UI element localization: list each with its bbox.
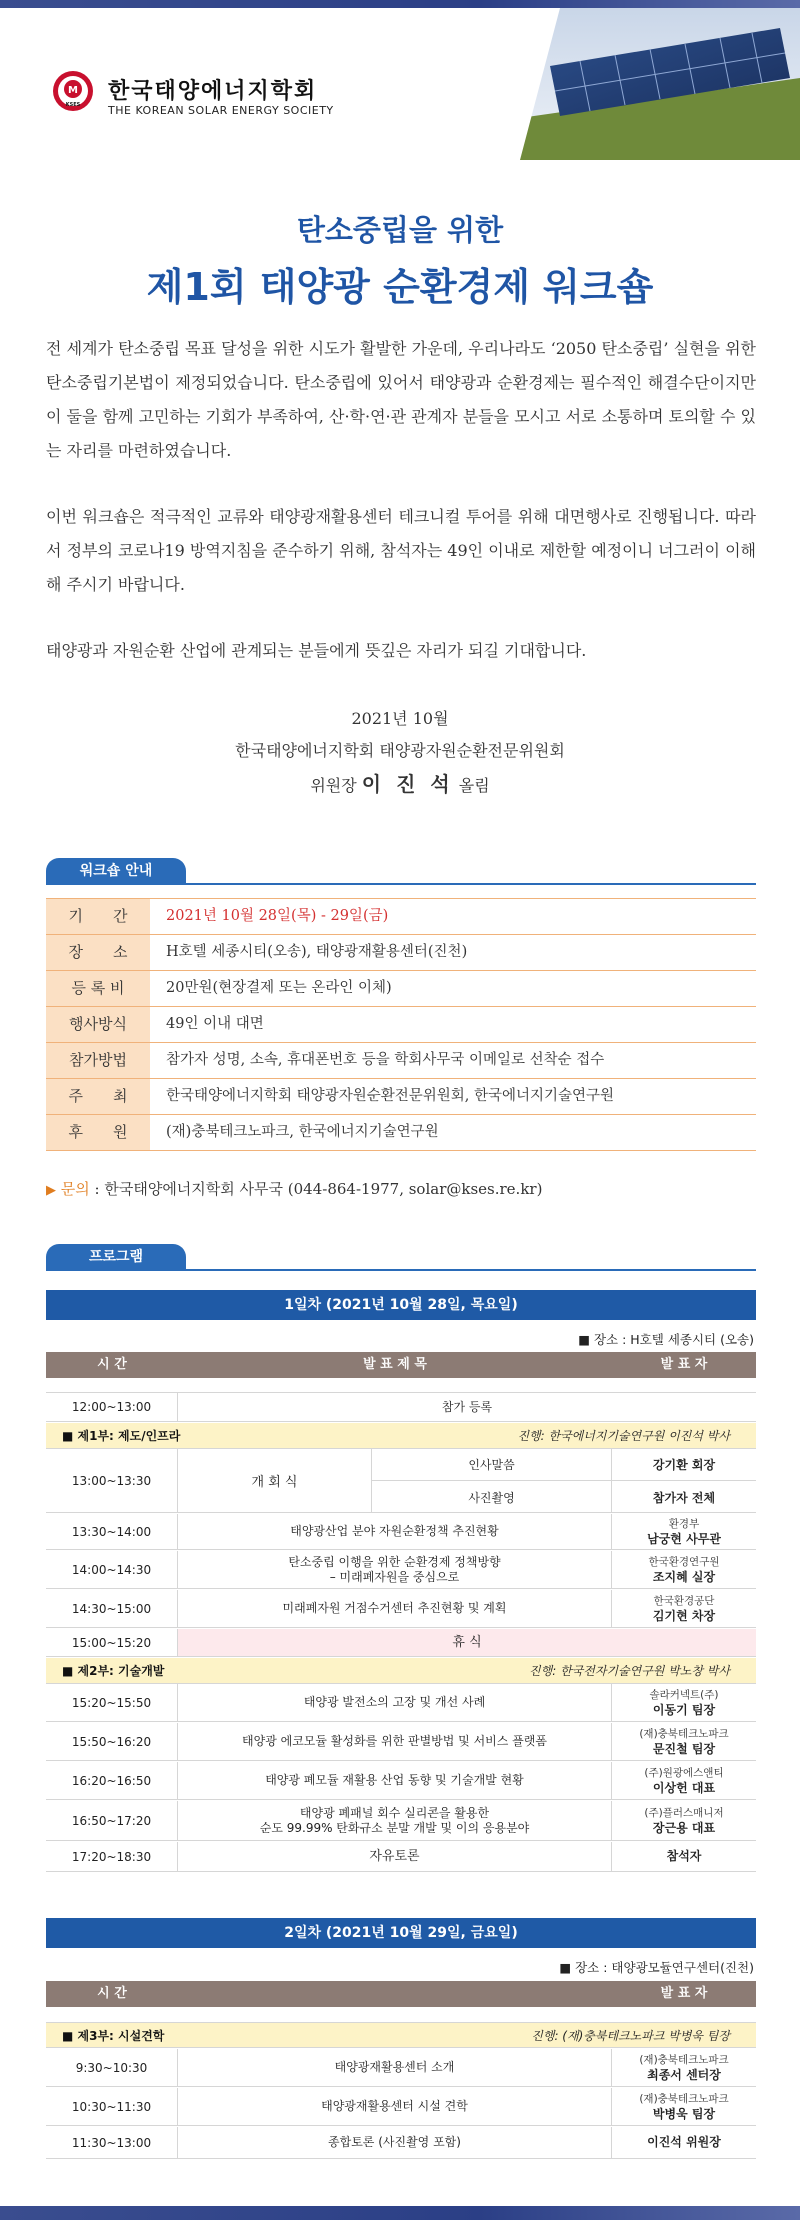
speaker-name: 김기현 차장 xyxy=(652,1608,716,1623)
header-time: 시 간 xyxy=(97,1986,127,2001)
solar-panel-image xyxy=(480,8,800,160)
table-row xyxy=(46,1392,756,1422)
table-row-break xyxy=(46,1629,756,1657)
speaker-affiliation: 한국환경공단 xyxy=(653,1594,715,1607)
header-speaker: 발 표 자 xyxy=(660,1357,708,1372)
info-value: 참가자 성명, 소속, 휴대폰번호 등을 학회사무국 이메일로 선착순 접수 xyxy=(166,1052,605,1068)
table-row-opening xyxy=(46,1449,756,1513)
row-time: 15:50~16:20 xyxy=(46,1723,178,1760)
speaker-affiliation: 한국환경연구원 xyxy=(648,1555,720,1568)
row-topic xyxy=(178,1551,612,1588)
row-topic: 태양광산업 분야 자원순환정책 추진현황 xyxy=(178,1514,612,1549)
row-speaker xyxy=(612,1723,756,1760)
speaker-name: 조지혜 실장 xyxy=(652,1569,716,1584)
row-topic: 종합토론 (사진촬영 포함) xyxy=(178,2127,612,2158)
row-time: 9:30~10:30 xyxy=(46,2049,178,2086)
day1-title-bar: 1일차 (2021년 10월 28일, 목요일) xyxy=(46,1290,756,1320)
part3-bar xyxy=(46,2022,756,2048)
speaker-affiliation: (주)원광에스앤티 xyxy=(644,1766,724,1779)
part1-bar xyxy=(46,1423,756,1449)
day1-venue: ■ 장소 : H호텔 세종시티 (오송) xyxy=(578,1332,754,1347)
row-time: 13:30~14:00 xyxy=(46,1514,178,1549)
opening-sub-photo: 사진촬영 xyxy=(372,1481,612,1513)
signature-name: 이 진 석 xyxy=(361,772,454,796)
kses-logo-icon xyxy=(52,70,94,112)
info-value: 49인 이내 대면 xyxy=(166,1016,264,1032)
table-row xyxy=(46,1684,756,1722)
part-chair: 진행: (재)충북테크노파크 박병욱 팀장 xyxy=(531,2029,730,2043)
bottom-stripe xyxy=(0,2206,800,2220)
intro-paragraph-3: 태양광과 자원순환 산업에 관계되는 분들에게 뜻깊은 자리가 되길 기대합니다. xyxy=(46,641,587,660)
table-row xyxy=(46,1762,756,1800)
row-topic: 참가 등록 xyxy=(441,1399,493,1414)
row-topic: 개 회 식 xyxy=(178,1449,372,1512)
info-row-period xyxy=(46,899,756,935)
row-speaker xyxy=(612,2127,756,2158)
signature-line xyxy=(0,768,800,797)
row-topic: 태양광재활용센터 시설 견학 xyxy=(178,2088,612,2125)
row-topic: 태양광재활용센터 소개 xyxy=(178,2049,612,2086)
row-time: 14:30~15:00 xyxy=(46,1590,178,1627)
signature-org: 한국태양에너지학회 태양광자원순환전문위원회 xyxy=(235,741,565,760)
row-topic: 미래폐자원 거점수거센터 추진현황 및 계획 xyxy=(178,1590,612,1627)
speaker-affiliation: 환경부 xyxy=(668,1517,700,1530)
topic-line-2: – 미래폐자원을 중심으로 xyxy=(329,1569,460,1584)
info-value: H호텔 세종시티(오송), 태양광재활용센터(진천) xyxy=(166,944,468,960)
part-chair: 진행: 한국에너지기술연구원 이진석 박사 xyxy=(517,1429,730,1443)
table-row-discussion xyxy=(46,1842,756,1872)
program-tab-label: 프로그램 xyxy=(46,1244,186,1270)
contact-value[interactable]: : 한국태양에너지학회 사무국 (044-864-1977, solar@kses.re.kr) xyxy=(89,1180,543,1198)
contact-label: 문의 xyxy=(60,1180,90,1198)
contact-line xyxy=(46,1178,542,1199)
header xyxy=(0,8,800,160)
info-value: 20만원(현장결제 또는 온라인 이체) xyxy=(166,980,392,996)
row-topic: 태양광 에코모듈 활성화를 위한 판별방법 및 서비스 플랫폼 xyxy=(178,1723,612,1760)
signature-suffix: 올림 xyxy=(458,776,490,795)
speaker-name: 박병욱 팀장 xyxy=(652,2106,716,2121)
speaker-name: 장근용 대표 xyxy=(652,1820,716,1835)
part-label: ■ 제2부: 기술개발 xyxy=(62,1664,165,1678)
header-topic: 발 표 제 목 xyxy=(363,1357,427,1372)
row-speaker xyxy=(612,1842,756,1871)
info-value: (재)충북테크노파크, 한국에너지기술연구원 xyxy=(166,1124,439,1140)
day2-venue: ■ 장소 : 태양광모듈연구센터(진천) xyxy=(559,1960,754,1975)
info-key: 기 간 xyxy=(46,899,150,934)
row-speaker xyxy=(612,1551,756,1588)
info-key: 장 소 xyxy=(46,935,150,970)
speaker-name: 참석자 xyxy=(666,1849,702,1863)
header-time: 시 간 xyxy=(97,1357,127,1372)
table-row xyxy=(46,2088,756,2126)
row-speaker xyxy=(612,1801,756,1840)
header-speaker: 발 표 자 xyxy=(660,1986,708,2001)
title-line-2: 제1회 태양광 순환경제 워크숍 xyxy=(146,265,654,309)
intro-paragraph-2: 이번 워크숍은 적극적인 교류와 태양광재활용센터 테크니컬 투어를 위해 대면행사로 진행됩니다. 따라서 정부의 코로나19 방역지침을 준수하기 위해, 참석자는 49인 이내로 제한할 예정이니 너그러이 이해해 주시기 바랍니다. xyxy=(46,507,756,594)
program-section-line xyxy=(46,1269,756,1271)
info-key: 후 원 xyxy=(46,1115,150,1150)
speaker-name: 이동기 팀장 xyxy=(652,1702,716,1717)
row-time: 13:00~13:30 xyxy=(46,1449,178,1512)
info-row-method xyxy=(46,1043,756,1079)
table-row xyxy=(46,1551,756,1589)
table-row xyxy=(46,1590,756,1628)
table-row xyxy=(46,1723,756,1761)
speaker-affiliation: 솔라커넥트(주) xyxy=(649,1688,719,1701)
row-speaker xyxy=(612,1590,756,1627)
row-topic: 자유토론 xyxy=(178,1842,612,1871)
row-time: 17:20~18:30 xyxy=(46,1842,178,1871)
part-chair: 진행: 한국전자기술연구원 박노창 박사 xyxy=(529,1664,730,1678)
society-name-en: THE KOREAN SOLAR ENERGY SOCIETY xyxy=(108,104,334,117)
topic-line-2: 순도 99.99% 탄화규소 분말 개발 및 이의 응용분야 xyxy=(259,1820,530,1835)
speaker-affiliation: (재)충북테크노파크 xyxy=(639,2092,729,2105)
row-topic xyxy=(178,1801,612,1840)
row-speaker xyxy=(612,1762,756,1799)
info-key: 등 록 비 xyxy=(46,971,150,1006)
row-time: 14:00~14:30 xyxy=(46,1551,178,1588)
speaker-affiliation: (재)충북테크노파크 xyxy=(639,1727,729,1740)
info-tab-label: 워크숍 안내 xyxy=(46,858,186,884)
table-row xyxy=(46,1514,756,1550)
row-time: 16:20~16:50 xyxy=(46,1762,178,1799)
speaker-name: 이진석 위원장 xyxy=(647,2135,721,2149)
part-label: ■ 제3부: 시설견학 xyxy=(62,2029,165,2043)
row-time: 12:00~13:00 xyxy=(46,1393,178,1421)
row-time: 10:30~11:30 xyxy=(46,2088,178,2125)
intro-paragraph-1: 전 세계가 탄소중립 목표 달성을 위한 시도가 활발한 가운데, 우리나라도 ‘2050 탄소중립’ 실현을 위한 탄소중립기본법이 제정되었습니다. 탄소중립에 있어서 태양광과 순환경제는 필수적인 해결수단이지만 이 둘을 함께 고민하는 기회가 부족하여, 산·학·연·관 관계자 분들을 모시고 서로 소통하며 토의할 수 있는 자리를 마련하였습니다. xyxy=(46,339,756,460)
info-value: 2021년 10월 28일(목) - 29일(금) xyxy=(166,908,389,924)
row-speaker xyxy=(612,2049,756,2086)
table-row xyxy=(46,2127,756,2159)
speaker-name: 이상헌 대표 xyxy=(652,1780,716,1795)
day2-table-header xyxy=(46,1981,756,2007)
info-key: 참가방법 xyxy=(46,1043,150,1078)
row-topic: 휴 식 xyxy=(178,1629,756,1656)
svg-text:M: M xyxy=(68,85,78,96)
info-row-host xyxy=(46,1079,756,1115)
info-key: 주 최 xyxy=(46,1079,150,1114)
info-key: 행사방식 xyxy=(46,1007,150,1042)
info-section-line xyxy=(46,883,756,885)
row-time: 15:00~15:20 xyxy=(46,1629,178,1656)
table-row xyxy=(46,1801,756,1841)
signature-date: 2021년 10월 xyxy=(351,709,449,728)
row-topic: 태양광 폐모듈 재활용 산업 동향 및 기술개발 현황 xyxy=(178,1762,612,1799)
row-time: 16:50~17:20 xyxy=(46,1801,178,1840)
topic-line-1: 탄소중립 이행을 위한 순환경제 정책방향 xyxy=(288,1554,501,1569)
info-row-fee xyxy=(46,971,756,1007)
part2-bar xyxy=(46,1658,756,1684)
opening-sub-greeting: 인사말씀 xyxy=(372,1449,612,1481)
table-row xyxy=(46,2049,756,2087)
row-speaker xyxy=(612,2088,756,2125)
topic-line-1: 태양광 폐패널 회수 실리콘을 활용한 xyxy=(299,1805,490,1820)
info-value: 한국태양에너지학회 태양광자원순환전문위원회, 한국에너지기술연구원 xyxy=(166,1088,615,1104)
program-section-tab xyxy=(46,1244,196,1270)
top-stripe xyxy=(0,0,800,8)
info-section-tab xyxy=(46,858,196,884)
day1-table-header xyxy=(46,1352,756,1378)
speaker-affiliation: (재)충북테크노파크 xyxy=(639,2053,729,2066)
triangle-right-icon: ▶ xyxy=(46,1183,56,1198)
row-speaker xyxy=(612,1514,756,1549)
speaker-name: 문진철 팀장 xyxy=(652,1741,716,1756)
row-topic: 태양광 발전소의 고장 및 개선 사례 xyxy=(178,1684,612,1721)
row-time: 11:30~13:00 xyxy=(46,2127,178,2158)
row-time: 15:20~15:50 xyxy=(46,1684,178,1721)
society-name-ko: 한국태양에너지학회 xyxy=(108,79,318,104)
info-row-sponsor xyxy=(46,1115,756,1151)
svg-text:KSES: KSES xyxy=(65,102,81,108)
speaker-affiliation: (주)플러스매니저 xyxy=(644,1806,724,1819)
title-line-1: 탄소중립을 위한 xyxy=(296,213,504,247)
info-row-venue xyxy=(46,935,756,971)
info-row-format xyxy=(46,1007,756,1043)
speaker-name: 최종서 센터장 xyxy=(647,2067,721,2082)
opening-speaker-1: 강기환 회장 xyxy=(612,1449,756,1481)
row-speaker xyxy=(612,1684,756,1721)
signature-role: 위원장 xyxy=(310,776,357,795)
opening-speaker-2: 참가자 전체 xyxy=(652,1490,716,1505)
day2-title-bar: 2일차 (2021년 10월 29일, 금요일) xyxy=(46,1918,756,1948)
speaker-name: 남궁현 사무관 xyxy=(647,1531,721,1546)
part-label: ■ 제1부: 제도/인프라 xyxy=(62,1429,181,1443)
